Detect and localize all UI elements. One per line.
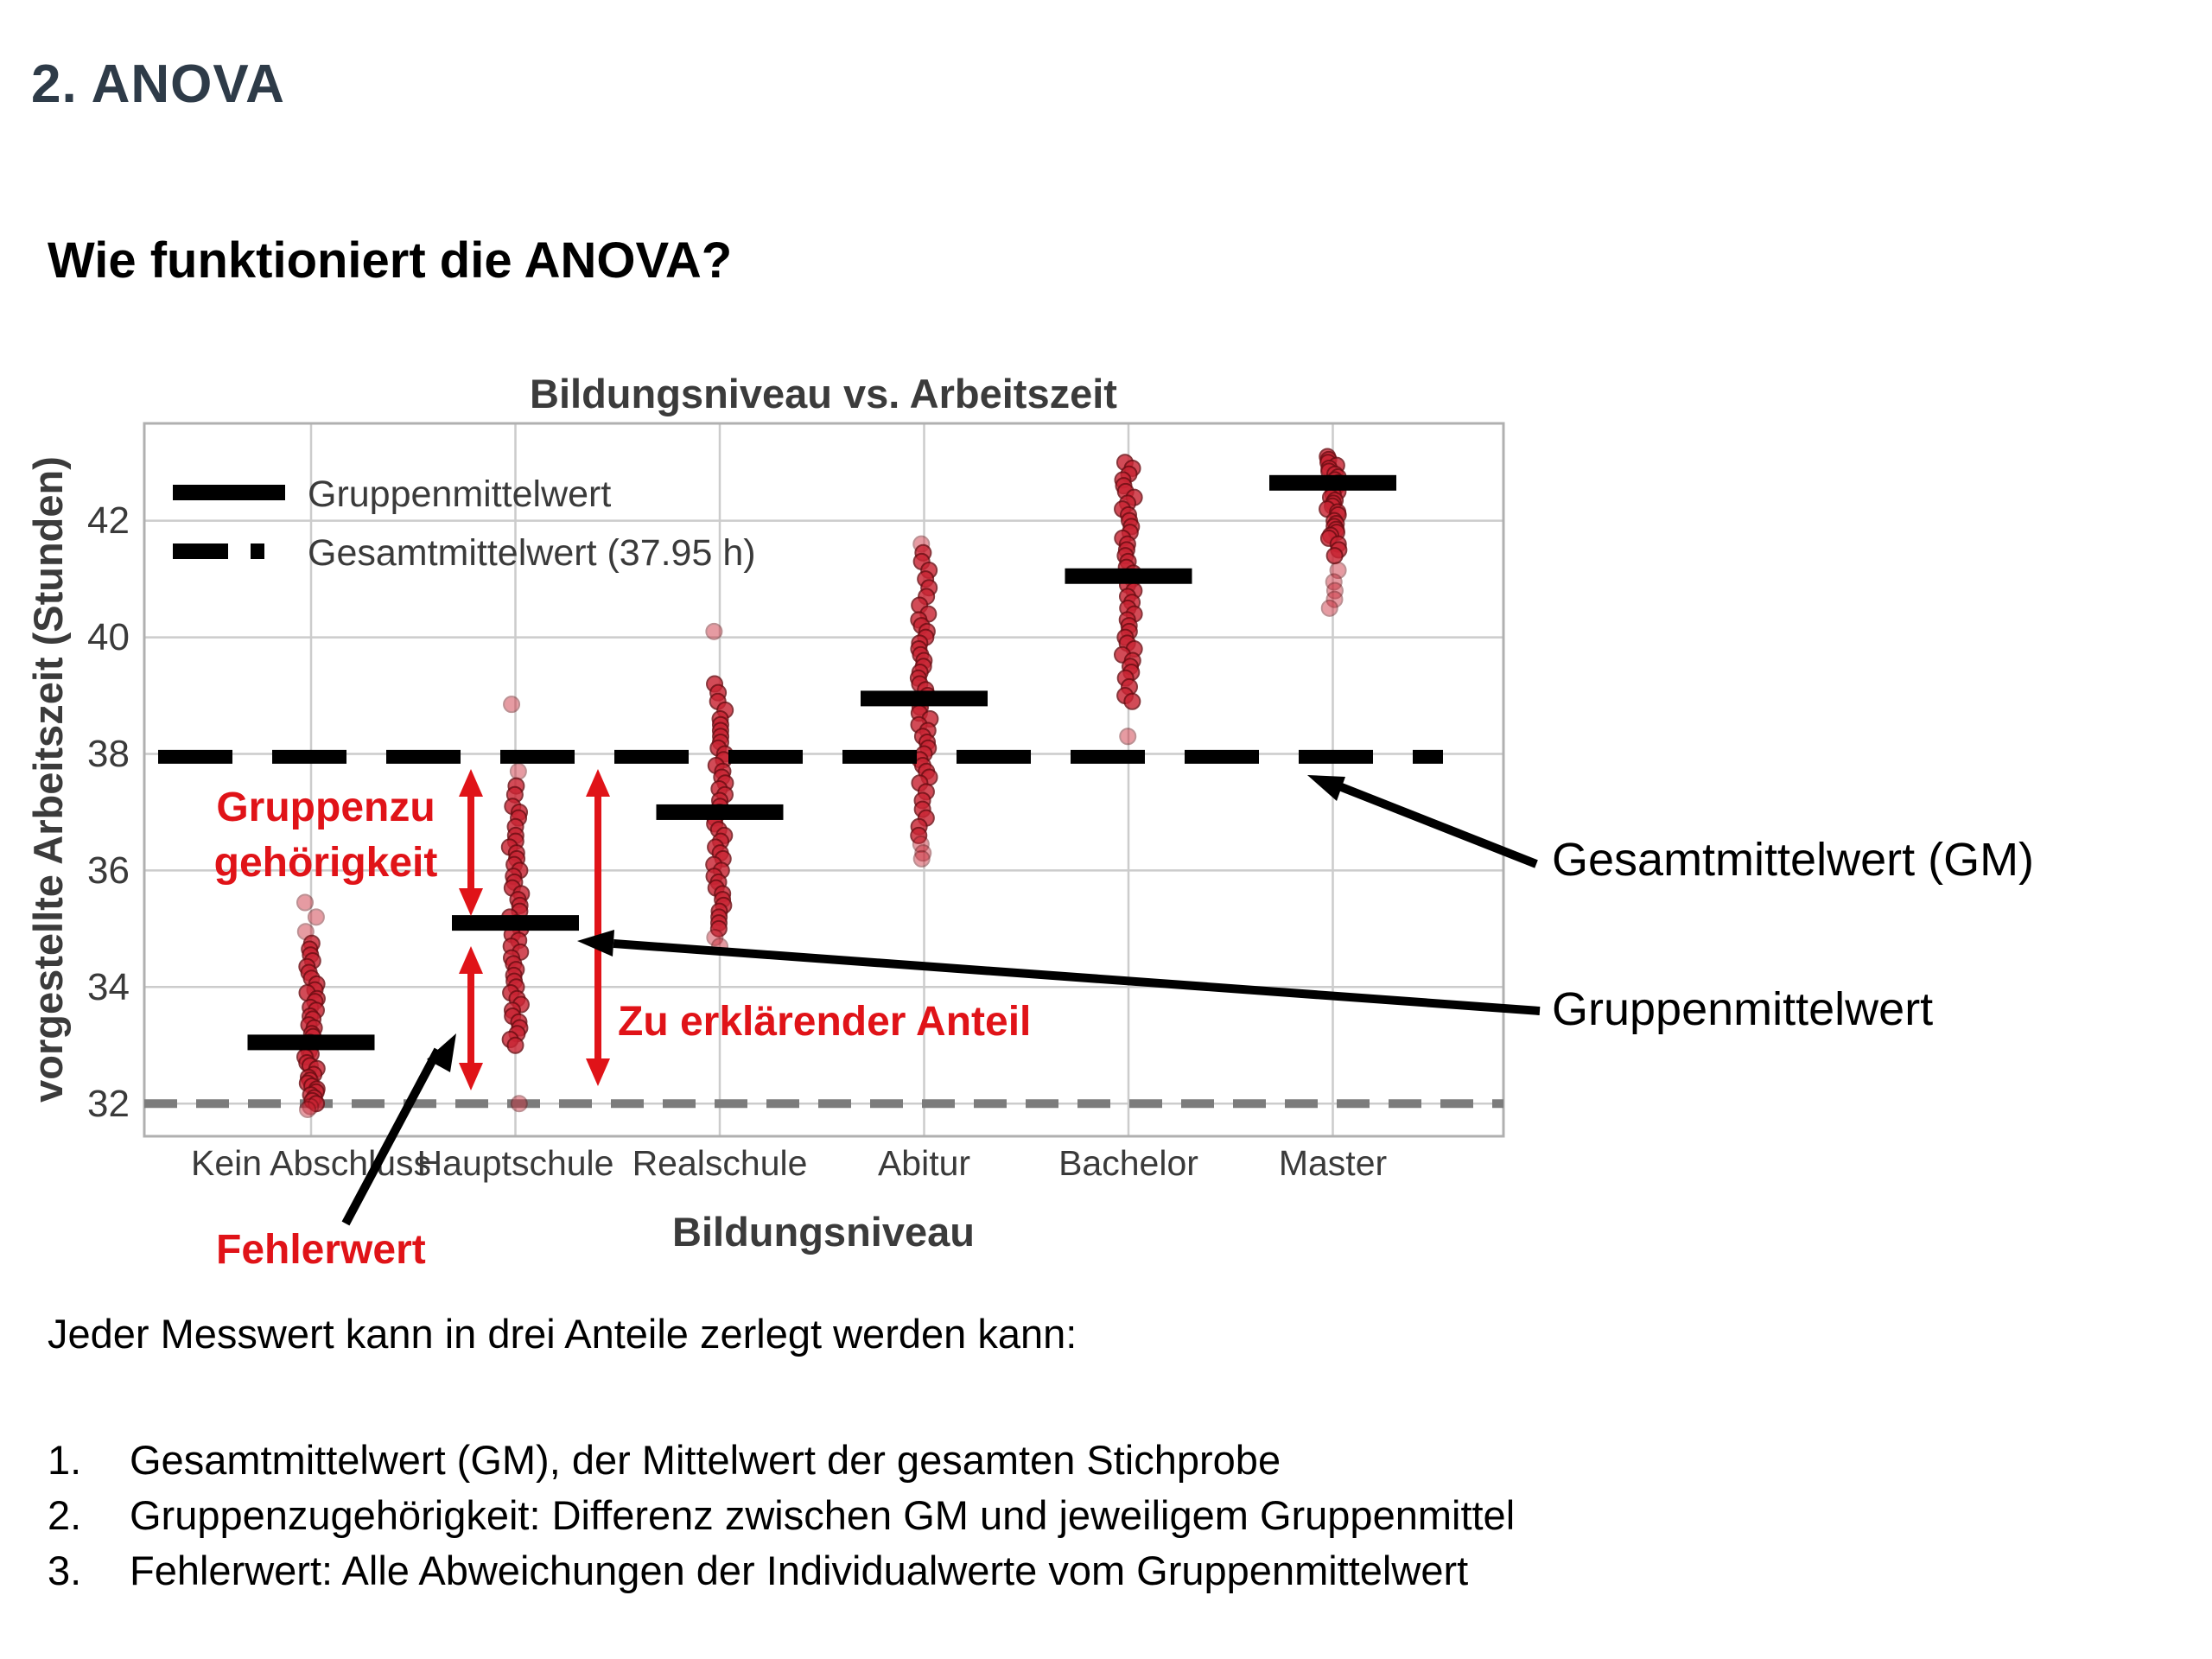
data-point — [308, 909, 324, 925]
group-mean-bar — [1065, 569, 1192, 584]
group-mean-bar — [1269, 475, 1396, 491]
data-point — [504, 696, 519, 712]
data-point — [297, 894, 313, 910]
data-point — [300, 1102, 315, 1117]
annotation-explained-part: Zu erklärender Anteil — [618, 999, 1032, 1045]
list-item-text: Fehlerwert: Alle Abweichungen der Individualwerte vom Gruppenmittelwert — [130, 1548, 1469, 1593]
y-tick-label-42: 42 — [87, 499, 130, 542]
x-tick-realschule: Realschule — [632, 1143, 808, 1183]
label-group-mean: Gruppenmittelwert — [1552, 983, 1934, 1035]
page-title: 2. ANOVA — [31, 54, 285, 114]
red-arrow-explained-part — [586, 769, 610, 1086]
y-tick-label-36: 36 — [87, 849, 130, 892]
x-tick-master: Master — [1278, 1143, 1388, 1183]
arrowhead-left-icon — [1307, 775, 1345, 801]
x-axis-label: Bildungsniveau — [672, 1209, 975, 1255]
x-tick-abitur: Abitur — [877, 1143, 971, 1183]
data-point — [507, 1038, 523, 1053]
data-point — [1327, 548, 1343, 563]
intro-paragraph: Jeder Messwert kann in drei Anteile zerlegt werden kann: — [48, 1311, 1077, 1357]
list-item-number: 2. — [48, 1492, 82, 1538]
list-item-number: 3. — [48, 1548, 82, 1593]
list-item-text: Gruppenzugehörigkeit: Differenz zwischen GM und jeweiligem Gruppenmittel — [130, 1492, 1516, 1538]
data-point — [1120, 728, 1135, 744]
arrowhead-up-icon — [459, 769, 483, 797]
group-mean-bar — [657, 804, 784, 820]
arrowhead-up-icon — [459, 946, 483, 974]
y-tick-label-38: 38 — [87, 733, 130, 775]
x-tick-hauptschule: Hauptschule — [416, 1143, 614, 1183]
section-heading: Wie funktioniert die ANOVA? — [48, 232, 733, 289]
list-item-number: 1. — [48, 1437, 82, 1483]
arrowhead-up-icon — [586, 769, 610, 797]
group-mean-bar — [248, 1034, 375, 1050]
list-item — [48, 1547, 2035, 1602]
y-tick-label-32: 32 — [87, 1083, 130, 1125]
data-point — [1124, 694, 1140, 709]
arrowhead-down-icon — [586, 1058, 610, 1086]
chart-legend — [173, 474, 756, 574]
list-item — [48, 1491, 2035, 1547]
group-mean-bar — [861, 690, 988, 706]
list-item — [48, 1436, 2035, 1491]
annotation-group-membership-line2: gehörigkeit — [213, 840, 438, 886]
legend-groupmean-label: Gruppenmittelwert — [308, 474, 612, 515]
callout-shaft — [1339, 786, 1536, 864]
x-tick-bachelor: Bachelor — [1058, 1143, 1198, 1183]
arrowhead-down-icon — [459, 1063, 483, 1090]
y-tick-label-34: 34 — [87, 966, 130, 1008]
arrowhead-down-icon — [459, 888, 483, 916]
y-tick-label-40: 40 — [87, 616, 130, 658]
data-point — [914, 851, 930, 867]
numbered-list — [48, 1436, 2035, 1602]
data-point — [706, 624, 721, 639]
list-item-text: Gesamtmittelwert (GM), der Mittelwert der gesamten Stichprobe — [130, 1437, 1281, 1483]
annotation-group-membership-line1: Gruppenzu — [216, 785, 435, 830]
chart-title: Bildungsniveau vs. Arbeitszeit — [530, 371, 1117, 416]
data-point — [1322, 601, 1338, 616]
callout-grand-mean — [1307, 775, 1536, 864]
y-axis-label: vorgestellte Arbeitszeit (Stunden) — [25, 456, 71, 1103]
data-point — [512, 1096, 527, 1111]
data-point — [511, 764, 526, 779]
annotation-error-term: Fehlerwert — [216, 1227, 426, 1273]
legend-grandmean-label: Gesamtmittelwert (37.95 h) — [308, 532, 756, 574]
red-arrow-group-membership — [459, 769, 483, 916]
group-mean-bar — [452, 915, 579, 931]
red-arrow-error-term — [459, 946, 483, 1090]
callout-error-term — [346, 1033, 456, 1224]
label-grand-mean: Gesamtmittelwert (GM) — [1552, 834, 2035, 886]
x-tick-kein-abschluss: Kein Abschluss — [190, 1143, 432, 1183]
